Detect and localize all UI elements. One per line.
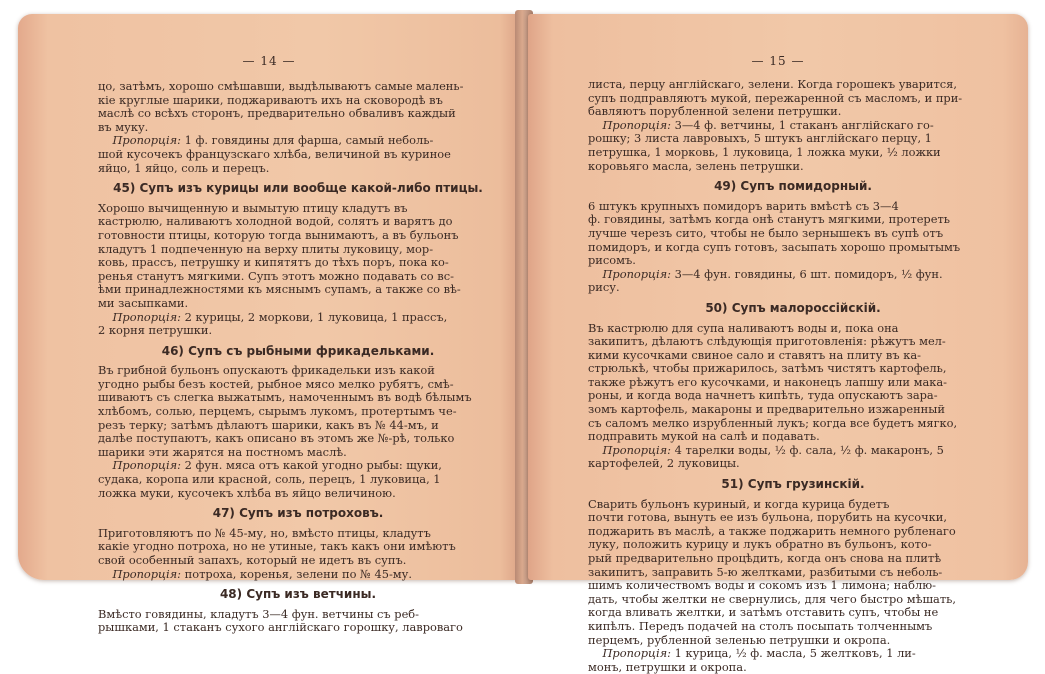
text-line: шарики эти жарятся на постномъ маслѣ.: [98, 444, 347, 459]
proportion-text: потроха, коренья, зелени по № 45-му.: [181, 566, 412, 581]
text-line: стрюлькѣ, чтобы прижарилось, затѣмъ чистятъ картофель,: [588, 361, 947, 376]
proportion-line: [588, 444, 998, 458]
text-line: помидоръ, и когда супъ готовъ, засыпать хорошо промытымъ: [588, 239, 961, 254]
text-line: угодно рыбы безъ костей, рыбное мясо мелко рубятъ, смѣ-: [98, 376, 454, 391]
proportion-label: Пропорція:: [602, 117, 672, 132]
text-line: съ саломъ мелко изрубленный лукъ; когда все будетъ мягко,: [588, 415, 958, 430]
text-line: резъ терку; затѣмъ дѣлаютъ шарики, какъ въ № 44-мъ, и: [98, 417, 439, 432]
open-book: [8, 6, 1038, 674]
proportion-line: [588, 119, 998, 133]
text-line: дать, чтобы желтки не свернулись, для чего быстро мѣшать,: [588, 591, 956, 606]
text-line: ми засыпками.: [98, 295, 189, 310]
text-line: рышками, 1 стаканъ сухого англійскаго горошку, лавроваго: [98, 620, 463, 635]
text-line: закипитъ, дѣлаютъ слѣдующія приготовленія: рѣжутъ мел-: [588, 334, 946, 349]
text-line: зомъ картофель, макароны и предварительно изжаренный: [588, 402, 945, 417]
recipe-heading-48: 48) Супъ изъ ветчины.: [219, 587, 377, 602]
text-line: супъ подправляютъ мукой, пережаренной съ масломъ, и при-: [588, 90, 963, 105]
proportion-label: Пропорція:: [602, 442, 672, 457]
text-line: кипѣлъ. Передъ подачей на столъ посыпать толченнымъ: [588, 618, 933, 633]
proportion-label: Пропорція:: [602, 646, 672, 661]
left-page: [18, 14, 520, 635]
proportion-label: Пропорція:: [112, 133, 182, 148]
text-line: роны, и когда вода начнетъ кипѣть, туда опускаютъ зара-: [588, 388, 938, 403]
proportion-label: Пропорція:: [112, 458, 182, 473]
text-line: шиваютъ съ слегка выжатымъ, намоченнымъ въ водѣ бѣлымъ: [98, 390, 472, 405]
text-line: Въ грибной бульонъ опускаютъ фрикадельки изъ какой: [98, 363, 435, 378]
text-line: перцемъ, рубленной зеленью петрушки и окропа.: [588, 632, 891, 647]
recipe-heading-50: 50) Супъ малороссійскій.: [705, 300, 881, 315]
text-line: бавляютъ порубленной зелени петрушки.: [588, 104, 842, 119]
proportion-line: [98, 311, 498, 325]
proportion-text: 2 фун. мяса отъ какой угодно рыбы: щуки,: [181, 458, 442, 473]
page-number-left: — 14 —: [242, 54, 296, 68]
text-line: почти готова, вынуть ее изъ бульона, порубить на кусочки,: [588, 510, 948, 525]
text-line: ложка муки, кусочекъ хлѣба въ яйцо величиною.: [98, 485, 396, 500]
text-line: рый предварительно процѣдить, когда онъ снова на плитѣ: [588, 551, 942, 565]
text-line: рисомъ.: [588, 253, 636, 268]
recipe-heading-47: 47) Супъ изъ потроховъ.: [212, 506, 384, 521]
recipe-heading-45: 45) Супъ изъ курицы или вообще какой-либо птицы.: [113, 181, 483, 196]
text-line: какіе угодно потроха, но не утиные, такъ какъ они имѣютъ: [98, 539, 456, 554]
right-page: [528, 14, 1028, 674]
text-line: ф. говядины, затѣмъ когда онѣ станутъ мягкими, протереть: [588, 212, 950, 227]
text-line: Приготовляютъ по № 45-му, но, вмѣсто птицы, кладутъ: [98, 525, 431, 540]
text-line: кладутъ 1 подпеченную на верху плиты луковицу, мор-: [98, 241, 434, 256]
text-line: луку, положить курицу и лукъ обратно въ бульонъ, кото-: [588, 537, 932, 552]
proportion-line: [98, 459, 498, 473]
text-line: когда вливать желтки, и затѣмъ отставить супъ, чтобы не: [588, 605, 939, 620]
proportion-text: 1 курица, ½ ф. масла, 5 желтковъ, 1 ли-: [671, 646, 916, 661]
text-line: Вмѣсто говядины, кладутъ 3—4 фун. ветчины съ реб-: [98, 606, 420, 621]
text-line: далѣе поступаютъ, какъ описано въ этомъ же №-рѣ, только: [98, 431, 455, 446]
left-page-text: [98, 80, 498, 635]
text-line: Хорошо вычищенную и вымытую птицу кладутъ въ: [98, 200, 408, 215]
text-line: поджарить въ маслѣ, а также поджарить немного рубленаго: [588, 523, 956, 538]
proportion-text: 3—4 ф. ветчины, 1 стаканъ англійскаго го-: [671, 117, 934, 132]
text-line: закипитъ, заправить 5-ю желтками, разбитыми съ неболь-: [588, 564, 943, 579]
text-line: яйцо, 1 яйцо, соль и перецъ.: [98, 160, 270, 175]
text-line: ѣми принадлежностями къ мяснымъ супамъ, а также со вѣ-: [98, 282, 461, 297]
proportion-label: Пропорція:: [112, 566, 182, 581]
proportion-line: [588, 268, 998, 282]
text-line: шимъ количествомъ воды и сокомъ изъ 1 лимона; наблю-: [588, 578, 936, 593]
proportion-line: [98, 568, 498, 582]
text-line: Сварить бульонъ куриный, и когда курица будетъ: [588, 496, 890, 511]
recipe-heading-49: 49) Супъ помидорный.: [714, 179, 872, 194]
text-line: листа, перцу англійскаго, зелени. Когда горошекъ уварится,: [588, 77, 957, 91]
text-line: кастрюлю, наливаютъ холодной водой, солятъ и варятъ до: [98, 214, 453, 229]
text-line: маслѣ со всѣхъ сторонъ, предварительно обваливъ каждый: [98, 106, 456, 121]
text-line: 6 штукъ крупныхъ помидоръ варить вмѣстѣ съ 3—4: [588, 198, 899, 213]
text-line: свой особенный запахъ, который не идетъ въ супъ.: [98, 553, 407, 567]
proportion-line: [98, 134, 498, 148]
text-line: цо, затѣмъ, хорошо смѣшавши, выдѣлываютъ самые малень-: [98, 79, 464, 93]
text-line: подправить мукой на салѣ и подавать.: [588, 429, 820, 444]
text-line: картофелей, 2 луковицы.: [588, 456, 740, 471]
proportion-label: Пропорція:: [112, 309, 182, 324]
proportion-text: 1 ф. говядины для фарша, самый неболь-: [181, 133, 434, 148]
text-line: хлѣбомъ, солью, перцемъ, сырымъ лукомъ, протертымъ че-: [98, 404, 457, 419]
proportion-label: Пропорція:: [602, 266, 672, 281]
proportion-text: 2 курицы, 2 моркови, 1 луковица, 1 прассъ,: [181, 309, 448, 324]
text-line: ковь, прассъ, петрушку и кипятятъ до тѣхъ поръ, пока ко-: [98, 255, 449, 270]
proportion-text: 4 тарелки воды, ½ ф. сала, ½ ф. макаронъ, 5: [671, 442, 944, 457]
proportion-text: 3—4 фун. говядины, 6 шт. помидоръ, ½ фун.: [671, 266, 943, 281]
text-line: судака, коропа или красной, соль, перецъ, 1 луковица, 1: [98, 472, 441, 487]
text-line: въ муку.: [98, 119, 149, 134]
text-line: кіе круглые шарики, поджариваютъ ихъ на сковородѣ въ: [98, 92, 443, 107]
recipe-heading-51: 51) Супъ грузинскій.: [721, 477, 865, 492]
text-line: рису.: [588, 280, 620, 295]
text-line: ренья станутъ мягкими. Супъ этотъ можно подавать со вс-: [98, 268, 454, 283]
text-line: 2 корня петрушки.: [98, 323, 213, 338]
recipe-heading-46: 46) Супъ съ рыбными фрикадельками.: [161, 343, 435, 358]
text-line: лучше черезъ сито, чтобы не было зернышекъ въ супѣ отъ: [588, 225, 944, 240]
proportion-line: [588, 647, 998, 661]
text-line: также рѣжутъ его кусочками, и наконецъ лапшу или мака-: [588, 374, 948, 389]
text-line: монъ, петрушки и окропа.: [588, 659, 747, 674]
text-line: Въ кастрюлю для супа наливаютъ воды и, пока она: [588, 320, 899, 335]
text-line: кими кусочками свиное сало и ставятъ на плиту въ ка-: [588, 347, 921, 362]
text-line: рошку; 3 листа лавровыхъ, 5 штукъ англійскаго перцу, 1: [588, 131, 932, 146]
right-page-text: [588, 78, 998, 674]
text-line: коровьяго масла, зелень петрушки.: [588, 158, 804, 173]
page-number-right: — 15 —: [751, 54, 805, 68]
text-line: готовности птицы, которую тогда вынимаютъ, а въ бульонъ: [98, 227, 459, 242]
text-line: петрушка, 1 морковь, 1 луковица, 1 ложка муки, ½ ложки: [588, 144, 941, 159]
text-line: шой кусочекъ французскаго хлѣба, величиной въ куриное: [98, 146, 451, 161]
